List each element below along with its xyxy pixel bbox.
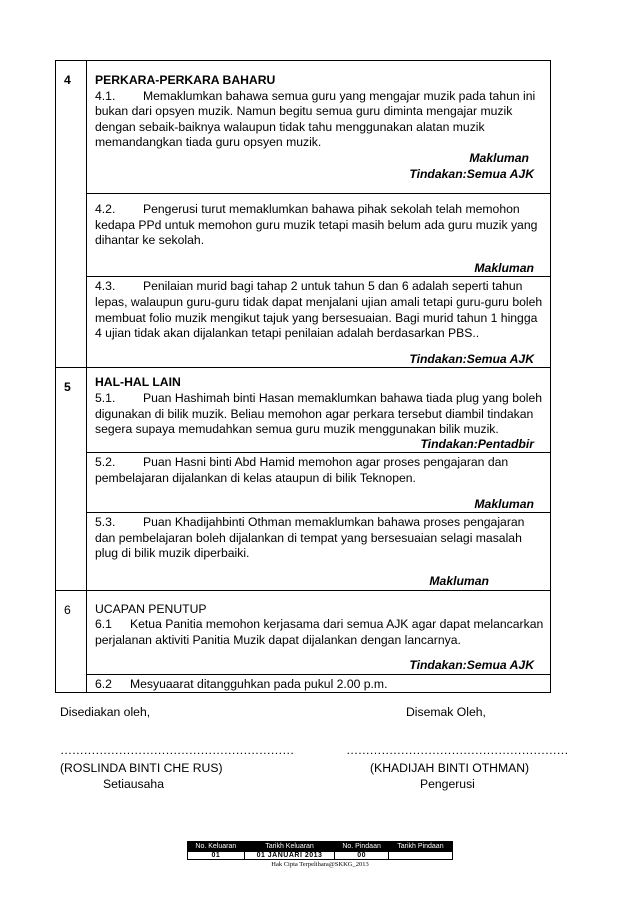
item-6-row-2 — [56, 674, 551, 693]
paragraph-index: 5.2. — [95, 455, 116, 470]
paragraph-index: 4.2. — [95, 202, 116, 216]
paragraph-index: 4.1. — [95, 88, 116, 103]
item-5-row-1 — [56, 368, 551, 453]
paragraph-text: Mesyuaarat ditangguhkan pada pukul 2.00 p.m. — [130, 676, 388, 691]
amendment-date — [388, 852, 452, 860]
paragraph-index: 5.1. — [95, 390, 116, 405]
signature-line-left: …………………………………………………… — [60, 743, 294, 757]
paragraph — [95, 515, 544, 562]
action-label: Makluman — [429, 573, 489, 588]
issue-date: 01 JANUARI 2013 — [244, 852, 335, 860]
header-amendment-date: Tarikh Pindaan — [388, 842, 452, 852]
header-amendment-no: No. Pindaan — [335, 842, 389, 852]
secretary-name: (ROSLINDA BINTI CHE RUS) — [60, 761, 223, 775]
action-label: Tindakan:Semua AJK — [409, 166, 534, 181]
copyright-text: Hak Cipta Terpelihara@SKKG_2013 — [271, 861, 369, 868]
paragraph — [95, 677, 544, 693]
reviewed-by-label: Disemak Oleh, — [406, 705, 486, 719]
paragraph — [95, 391, 544, 438]
paragraph-text: Pengerusi turut memaklumkan bahawa pihak sekolah telah memohon kedapa PPd untuk memohon guru muzik tetapi masih belum ada guru muzik yang dihantar ke sekolah. — [95, 202, 538, 248]
paragraph-index: 6.1 — [95, 617, 112, 632]
item-number: 4 — [56, 61, 87, 368]
paragraph-text: Puan Hashimah binti Hasan memaklumkan bahawa tiada plug yang boleh digunakan di bilik muzik. Beliau memohon agar perkara tersebut diambil tindakan segera supaya memudahkan semua guru muzik menggunakan bilik muzik. — [95, 390, 543, 437]
signature-line-right: ………………………………………………… — [346, 743, 569, 757]
item-5-row-3 — [56, 513, 551, 590]
paragraph — [95, 202, 544, 249]
action-label: Tindakan:Semua AJK — [409, 351, 534, 366]
item-6-row-1 — [56, 590, 551, 674]
paragraph-text: Puan Hasni binti Abd Hamid memohon agar proses pengajaran dan pembelajaran dijalankan di kelas ataupun di bilik Teknopen. — [95, 455, 509, 485]
action-label: Tindakan:Semua AJK — [409, 658, 534, 673]
paragraph — [95, 279, 544, 341]
item-heading: HAL-HAL LAIN — [95, 375, 181, 390]
paragraph — [95, 617, 544, 648]
paragraph-index: 4.3. — [95, 279, 116, 294]
paragraph — [95, 89, 544, 151]
action-label: Makluman — [469, 150, 529, 165]
paragraph-index: 5.3. — [95, 515, 116, 530]
paragraph-text: Ketua Panitia memohon kerjasama dari semua AJK agar dapat melancarkan perjalanan aktiviti Panitia Muzik dapat dijalankan dengan lancarnya. — [95, 617, 544, 647]
paragraph-text: Penilaian murid bagi tahap 2 untuk tahun 5 dan 6 adalah seperti tahun lepas, walaupun guru-guru tidak dapat menjalani ujian amali tetapi guru-guru boleh membuat folio muzik mengikut tajuk yang bersesuaian. Bagi murid tahun 1 hingga 4 ujian tidak akan dijalankan tetapi penilaian adalah berdasarkan PBS.. — [95, 279, 543, 341]
header-issue-no: No. Keluaran — [188, 842, 245, 852]
item-5-row-2 — [56, 453, 551, 513]
item-heading: UCAPAN PENUTUP — [95, 601, 207, 616]
chairperson-name: (KHADIJAH BINTI OTHMAN) — [370, 761, 530, 775]
header-issue-date: Tarikh Keluaran — [244, 842, 335, 852]
chairperson-role: Pengerusi — [420, 777, 475, 791]
amendment-no: 00 — [335, 852, 389, 860]
paragraph-text: Memaklumkan bahawa semua guru yang mengajar muzik pada tahun ini bukan dari opsyen muzik. Namun begitu semua guru diminta mengajar muzik dengan sebaik-baiknya walaupun tidak tahu menggunakan alatan muzik memandangkan tiada guru opsyen muzik. — [95, 88, 536, 150]
item-4-row-2 — [56, 194, 551, 277]
action-label: Makluman — [474, 260, 534, 275]
prepared-by-label: Disediakan oleh, — [60, 705, 151, 719]
item-number: 6 — [56, 590, 87, 693]
item-heading: PERKARA-PERKARA BAHARU — [95, 73, 276, 87]
action-label: Tindakan:Pentadbir — [420, 436, 534, 451]
document-control-table — [187, 841, 453, 860]
issue-no: 01 — [188, 852, 245, 860]
paragraph-text: Puan Khadijahbinti Othman memaklumkan bahawa proses pengajaran dan pembelajaran boleh dijalankan di tempat yang bersesuaian selagi masalah plug di bilik muzik diperbaiki. — [95, 515, 525, 561]
item-4-row-3 — [56, 277, 551, 368]
paragraph — [95, 455, 544, 486]
item-4-row-1 — [56, 61, 551, 194]
action-label: Makluman — [474, 496, 534, 511]
item-number: 5 — [56, 368, 87, 590]
minutes-table — [55, 60, 551, 693]
paragraph-index: 6.2 — [95, 676, 112, 691]
secretary-role: Setiausaha — [103, 777, 164, 791]
